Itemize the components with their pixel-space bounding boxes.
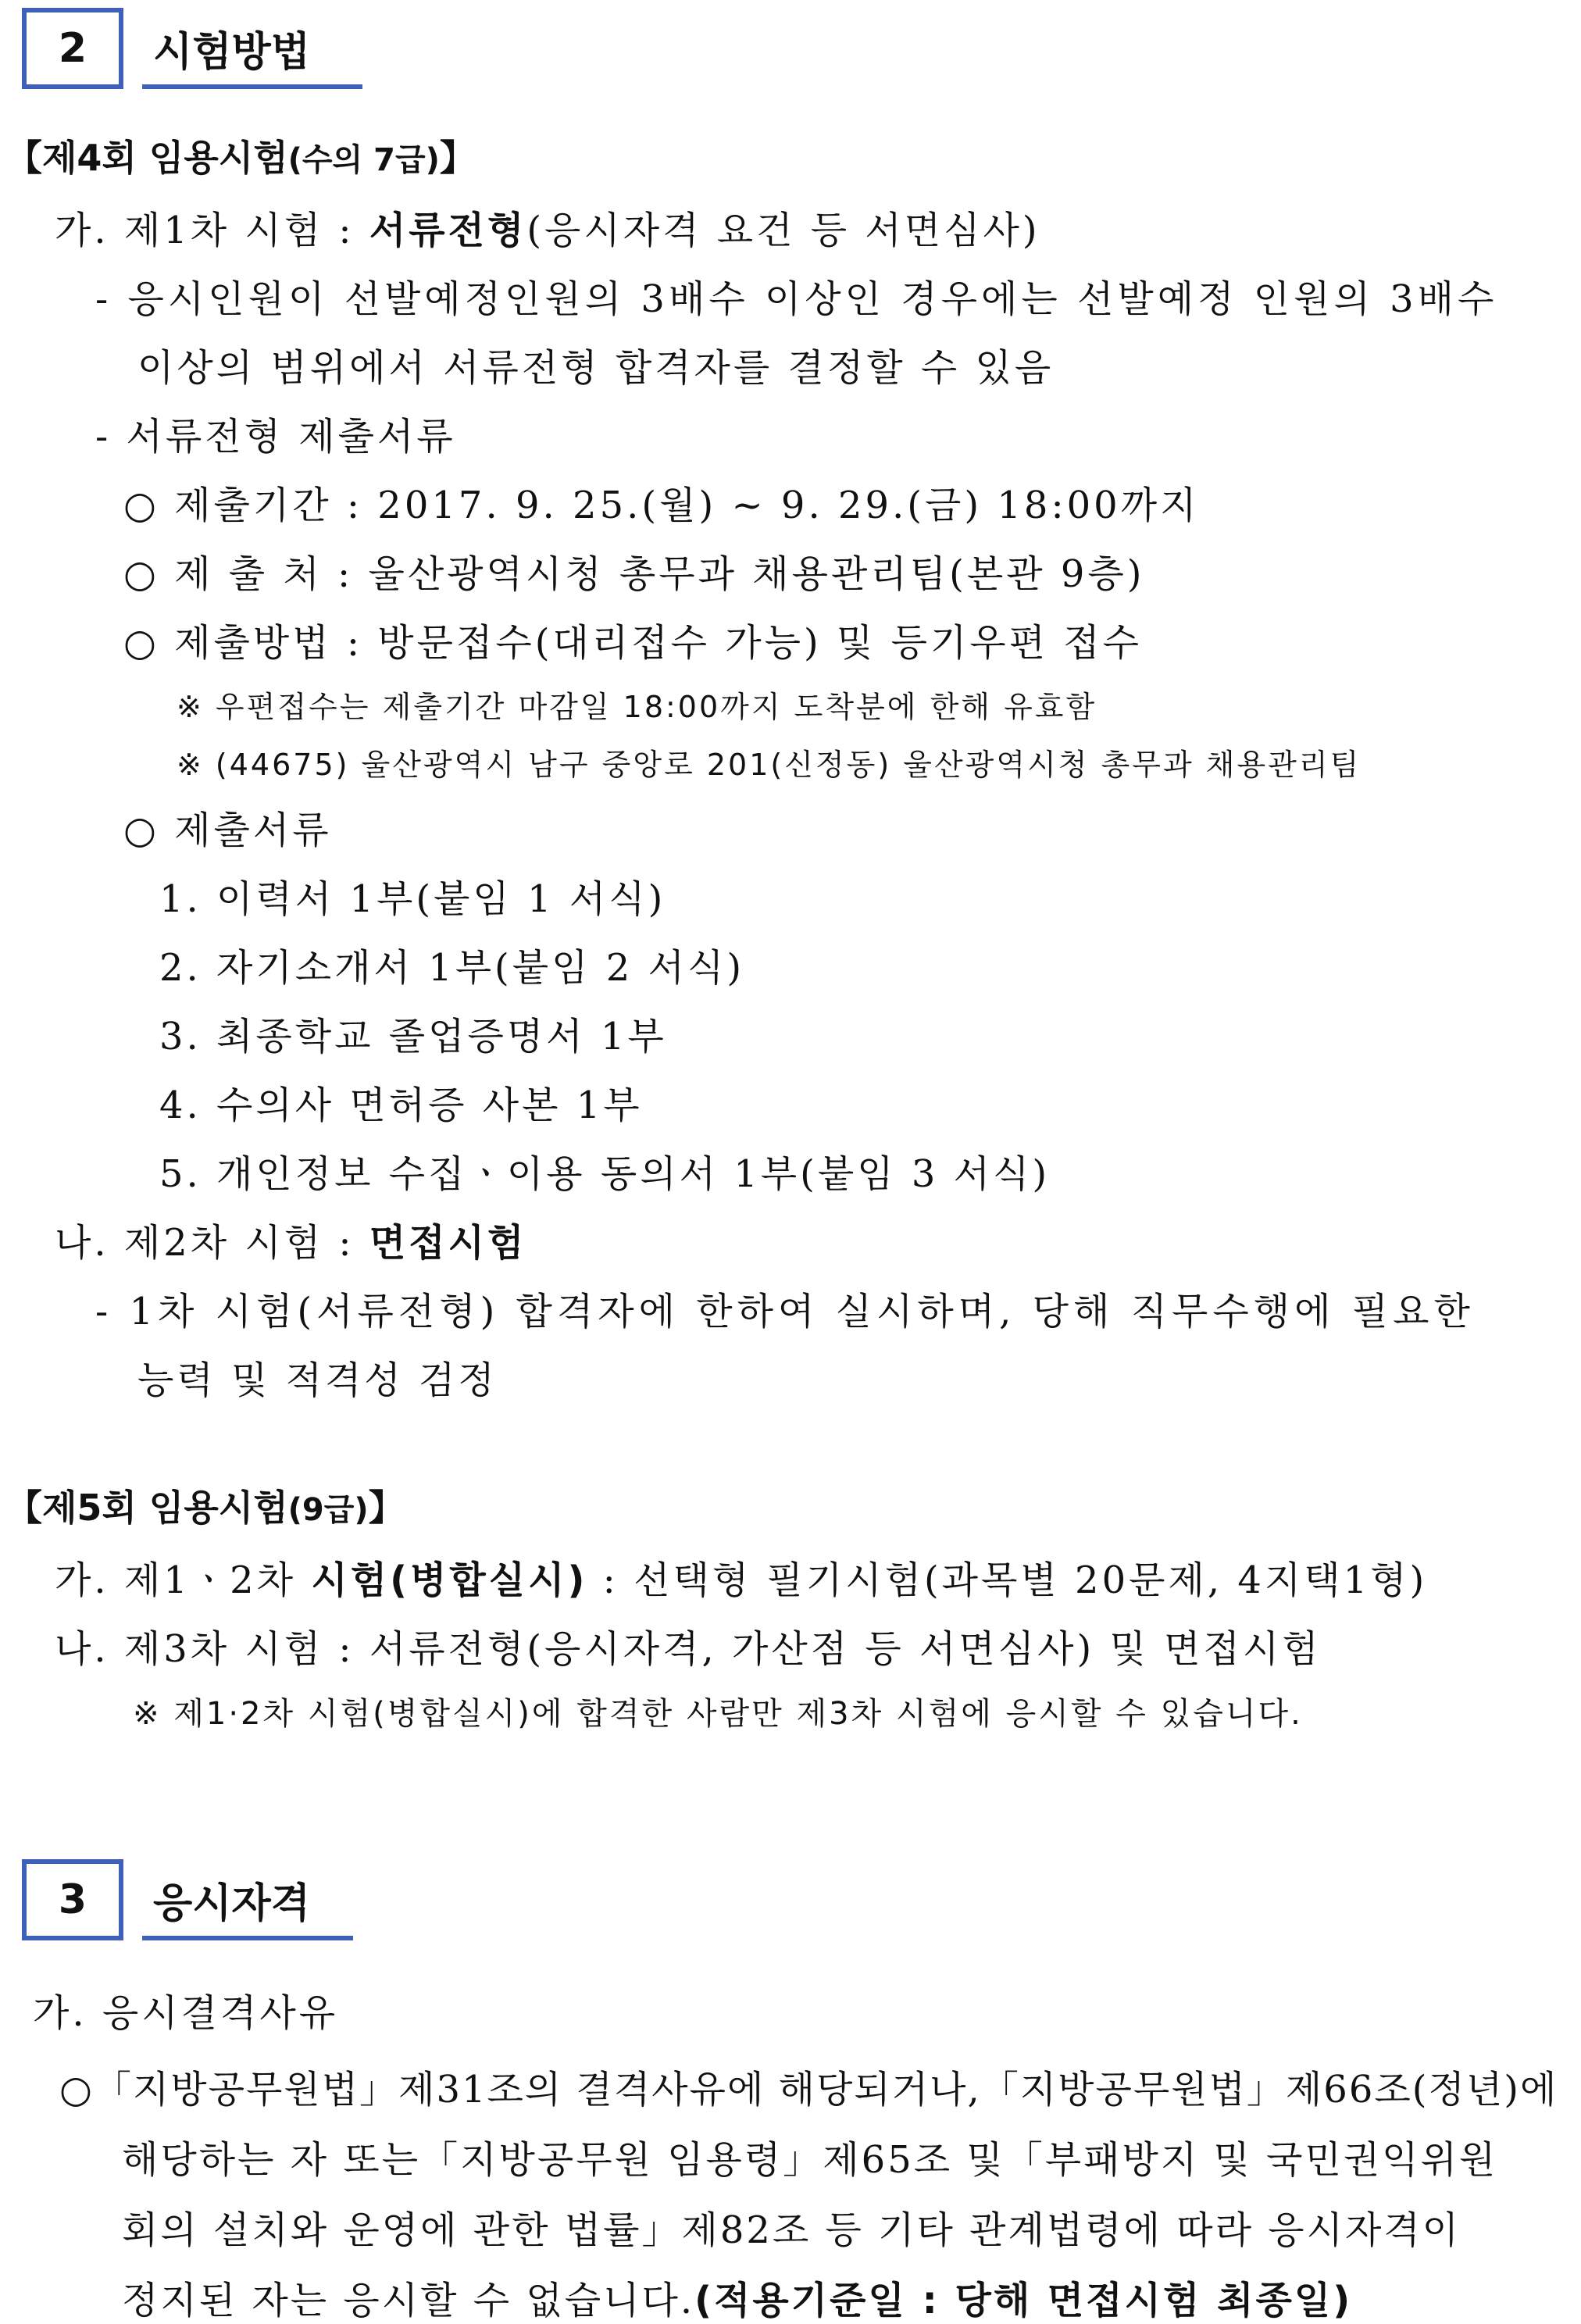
disqualification-text: ○「지방공무원법」제31조의 결격사유에 해당되거나,「지방공무원법」제66조(정년)에 (59, 2068, 1558, 2112)
submission-period: ○ 제출기간 : 2017. 9. 25.(월) ~ 9. 29.(금) 18:00까지 (123, 484, 1200, 527)
disqualification-heading: 가. 응시결격사유 (33, 1991, 339, 2035)
document-item: 3. 최종학교 졸업증명서 1부 (159, 1015, 667, 1058)
section-number: 2 (58, 25, 87, 72)
round5-note: ※ 제1·2차 시험(병합실시)에 합격한 사람만 제3차 시험에 응시할 수 있습니다. (133, 1696, 1303, 1732)
document-item: 5. 개인정보 수집ㆍ이용 동의서 1부(붙임 3 서식) (159, 1152, 1051, 1196)
section-title: 응시자격 (142, 1859, 353, 1940)
disqualification-text-3: 회의 설치와 운영에 관한 법률」제82조 등 기타 관계법령에 따라 응시자격이 (122, 2208, 1461, 2252)
round5-heading: 【제5회 임용시험(9급)】 (6, 1487, 405, 1529)
section-number-box (22, 8, 123, 89)
section-title: 시험방법 (142, 8, 362, 89)
round4-stage2: 나. 제2차 시험 : 면접시험 (55, 1221, 527, 1265)
stage2-dash-text-cont: 능력 및 적격성 검정 (137, 1358, 498, 1402)
note-address: ※ (44675) 울산광역시 남구 중앙로 201(신정동) 울산광역시청 총무과 채용관리팀 (177, 748, 1362, 782)
round5-stage3: 나. 제3차 시험 : 서류전형(응시자격, 가산점 등 서면심사) 및 면접시험 (55, 1627, 1322, 1671)
document-item: 4. 수의사 면허증 사본 1부 (159, 1083, 643, 1127)
document-item: 2. 자기소개서 1부(붙임 2 서식) (159, 946, 745, 990)
submission-method: ○ 제출방법 : 방문접수(대리접수 가능) 및 등기우편 접수 (123, 621, 1143, 665)
round4-heading: 【제4회 임용시험(수의 7급)】 (6, 137, 476, 179)
stage1-dash-text: - 응시인원이 선발예정인원의 3배수 이상인 경우에는 선발예정 인원의 3배수 (95, 277, 1498, 321)
submission-place: ○ 제 출 처 : 울산광역시청 총무과 채용관리팀(본관 9층) (123, 552, 1145, 596)
document-item: 1. 이력서 1부(붙임 1 서식) (159, 877, 666, 921)
disqualification-text-2: 해당하는 자 또는「지방공무원 임용령」제65조 및「부패방지 및 국민권익위원 (122, 2138, 1498, 2182)
disqualification-text-4: 정지된 자는 응시할 수 없습니다.(적용기준일 : 당해 면접시험 최종일) (122, 2279, 1353, 2322)
round5-stage1-2: 가. 제1ㆍ2차 시험(병합실시) : 선택형 필기시험(과목별 20문제, 4지택1형) (55, 1558, 1428, 1602)
round4-stage1: 가. 제1차 시험 : 서류전형(응시자격 요건 등 서면심사) (55, 209, 1040, 252)
note-postal: ※ 우편접수는 제출기간 마감일 18:00까지 도착분에 한해 유효함 (177, 690, 1097, 724)
stage2-dash-text: - 1차 시험(서류전형) 합격자에 한하여 실시하며, 당해 직무수행에 필요한 (95, 1290, 1475, 1333)
stage1-dash-text-cont: 이상의 범위에서 서류전형 합격자를 결정할 수 있음 (137, 346, 1055, 390)
documents-heading: - 서류전형 제출서류 (95, 415, 456, 459)
submission-documents: ○ 제출서류 (123, 809, 332, 852)
section-number-box (22, 1859, 123, 1940)
section-number: 3 (58, 1876, 87, 1923)
